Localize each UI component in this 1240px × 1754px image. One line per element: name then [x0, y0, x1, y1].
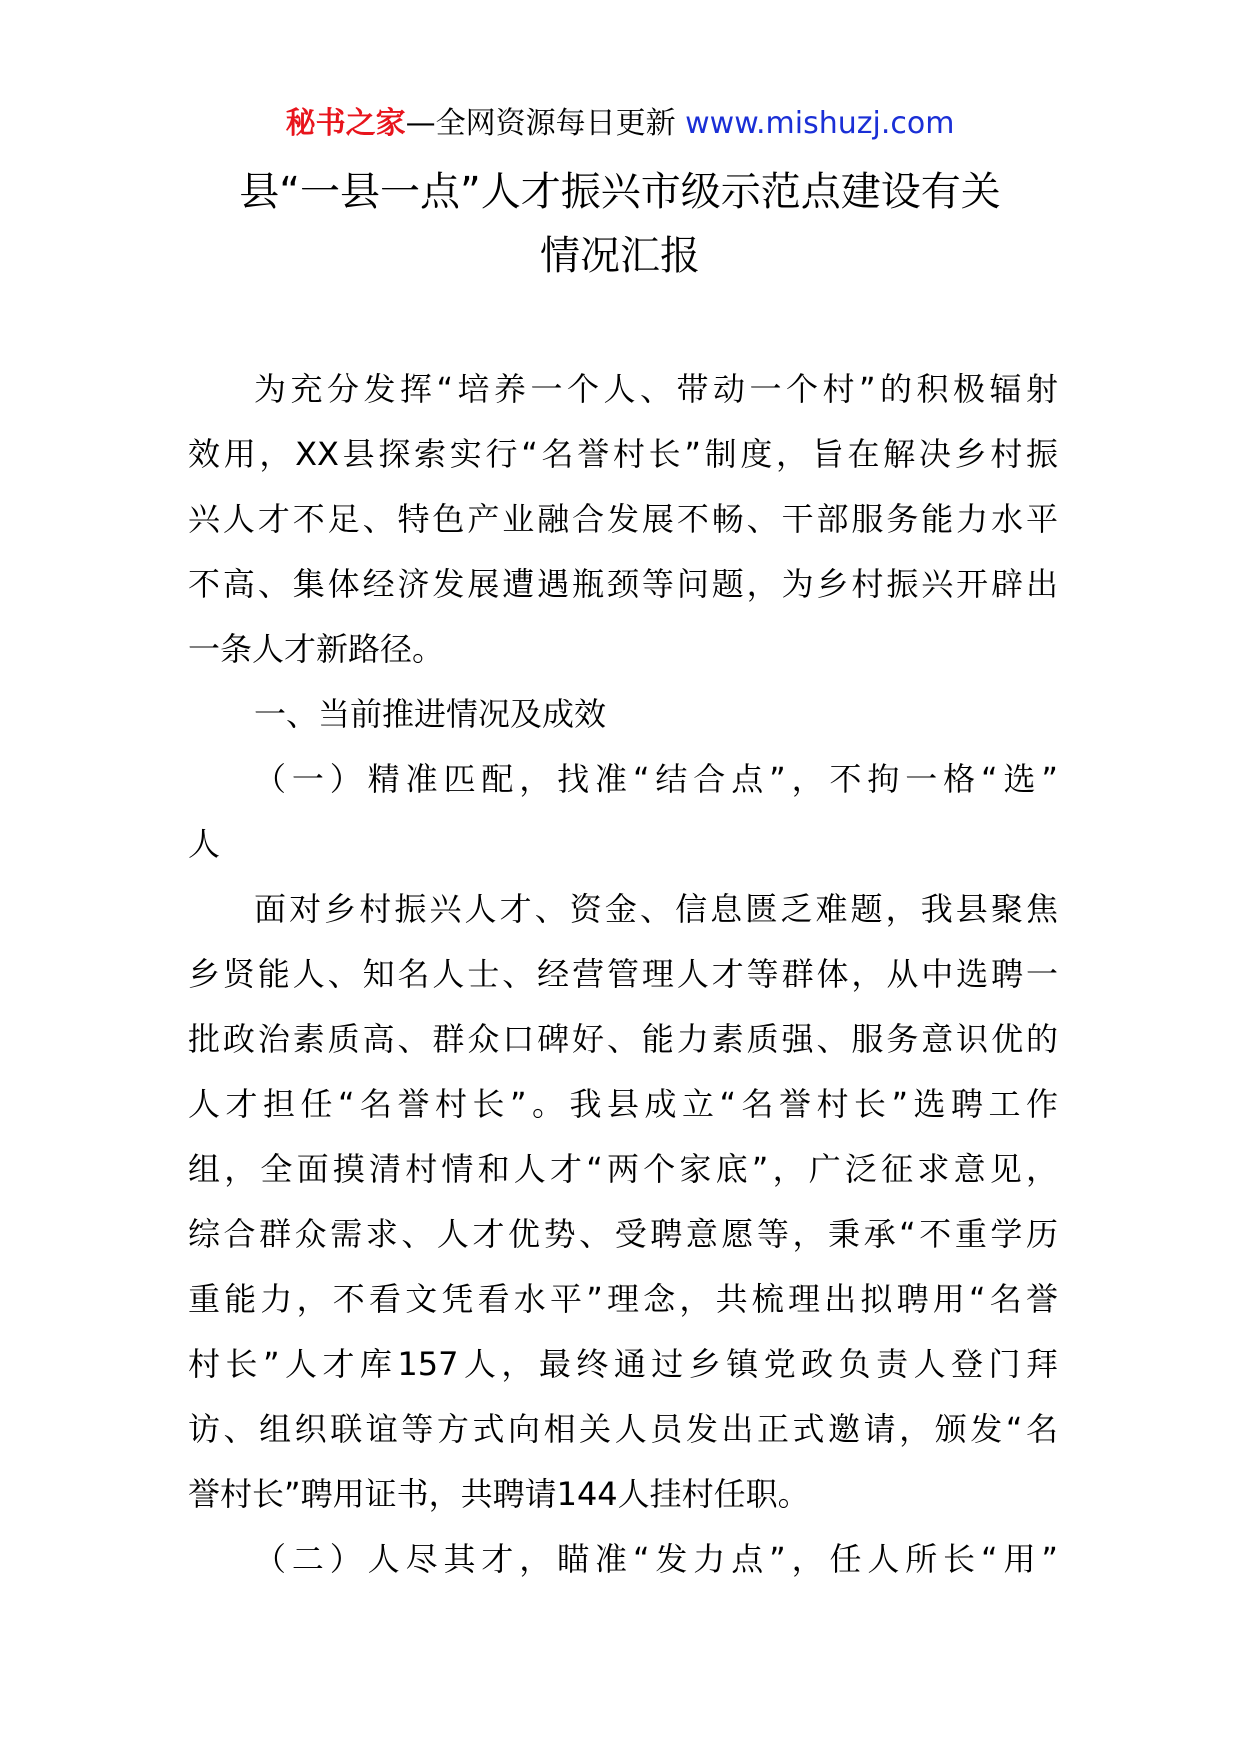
- subsection-heading-cont: 人: [188, 825, 221, 863]
- text-line: 人才担任“名誉村长”。我县成立“名誉村长”选聘工作: [188, 1085, 1058, 1123]
- text-line: 面对乡村振兴人才、资金、信息匮乏难题，我县聚焦: [254, 890, 1058, 928]
- text-line: 一条人才新路径。: [188, 630, 445, 668]
- subsection-heading: （二）人尽其才，瞄准“发力点”，任人所长“用”: [254, 1540, 1058, 1578]
- text-line: 不高、集体经济发展遭遇瓶颈等问题，为乡村振兴开辟出: [188, 565, 1058, 603]
- text-line: 为充分发挥“培养一个人、带动一个村”的积极辐射: [254, 370, 1058, 408]
- text-line: 访、组织联谊等方式向相关人员发出正式邀请，颁发“名: [188, 1410, 1058, 1448]
- section-heading: 一、当前推进情况及成效: [254, 695, 607, 733]
- document-body: [188, 357, 1058, 1592]
- brand-name: 秘书之家: [285, 106, 406, 141]
- text-line: 效用，XX县探索实行“名誉村长”制度，旨在解决乡村振: [188, 435, 1058, 473]
- text-line: 兴人才不足、特色产业融合发展不畅、干部服务能力水平: [188, 500, 1058, 538]
- document-title: [150, 160, 1090, 288]
- site-header: [0, 100, 1240, 148]
- text-line: 综合群众需求、人才优势、受聘意愿等，秉承“不重学历: [188, 1215, 1058, 1253]
- subsection-heading: （一）精准匹配，找准“结合点”，不拘一格“选”: [254, 760, 1058, 798]
- site-url-link[interactable]: www.mishuzj.com: [685, 106, 955, 141]
- text-line: 村长”人才库157人，最终通过乡镇党政负责人登门拜: [188, 1345, 1058, 1383]
- text-line: 重能力，不看文凭看水平”理念，共梳理出拟聘用“名誉: [188, 1280, 1058, 1318]
- text-line: 誉村长”聘用证书，共聘请144人挂村任职。: [188, 1475, 810, 1513]
- text-line: 组，全面摸清村情和人才“两个家底”，广泛征求意见，: [188, 1150, 1058, 1188]
- text-line: 乡贤能人、知名人士、经营管理人才等群体，从中选聘一: [188, 955, 1058, 993]
- title-line-2: 情况汇报: [540, 233, 700, 279]
- text-line: 批政治素质高、群众口碑好、能力素质强、服务意识优的: [188, 1020, 1058, 1058]
- header-tagline: —全网资源每日更新: [405, 106, 676, 141]
- title-line-1: 县“一县一点”人才振兴市级示范点建设有关: [239, 169, 1001, 215]
